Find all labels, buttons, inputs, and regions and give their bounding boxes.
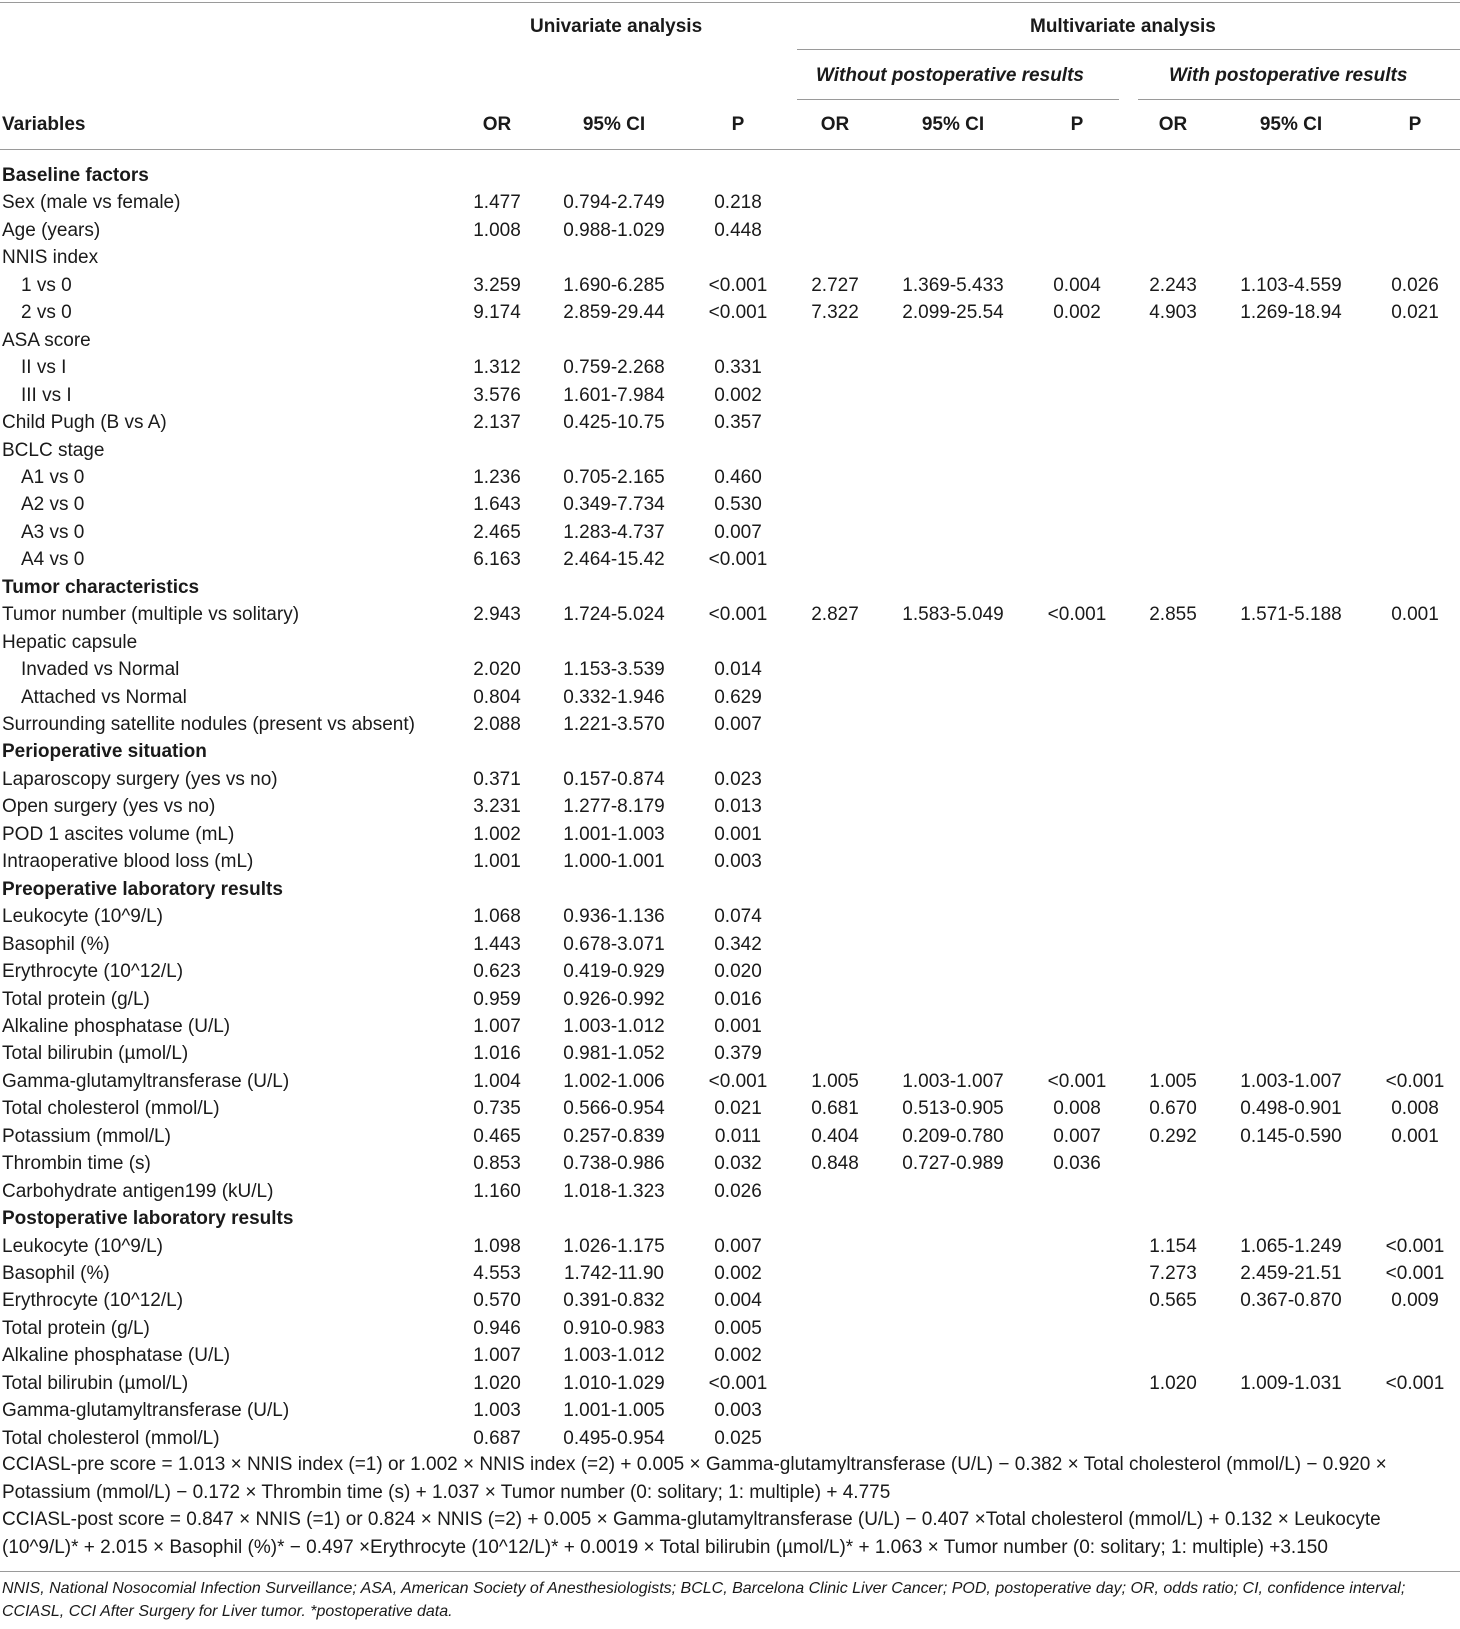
table-cell: 1.003-1.012 [563,1345,665,1367]
table-cell: 6.163 [473,549,521,571]
row-label: Invaded vs Normal [21,659,180,681]
table-cell: 1.065-1.249 [1240,1235,1342,1257]
table-cell: 0.936-1.136 [563,906,665,928]
table-cell: 1.003-1.007 [902,1070,1004,1092]
table-cell: 0.727-0.989 [902,1153,1004,1175]
table-cell: 0.157-0.874 [563,768,665,790]
table-cell: 1.160 [473,1180,521,1202]
table-cell: 0.687 [473,1427,521,1449]
section-label: Tumor characteristics [2,576,200,598]
column-header-8: P [1408,114,1422,135]
table-cell: 1.016 [473,1043,521,1065]
table-cell: 1.002-1.006 [563,1070,665,1092]
table-cell: 0.007 [1053,1125,1101,1147]
table-cell: 0.853 [473,1153,521,1175]
row-label: Laparoscopy surgery (yes vs no) [2,768,278,790]
table-cell: 0.681 [811,1098,859,1120]
row-label: Gamma-glutamyltransferase (U/L) [2,1400,290,1422]
row-label: Gamma-glutamyltransferase (U/L) [2,1070,290,1092]
table-cell: 1.221-3.570 [563,714,665,735]
table-cell: <0.001 [1385,1070,1445,1092]
column-header-6: OR [1158,114,1188,135]
row-label: Total cholesterol (mmol/L) [2,1427,220,1449]
row-label: Sex (male vs female) [2,192,181,214]
with-post-rule [1138,99,1460,100]
table-cell: 1.269-18.94 [1240,302,1342,324]
table-cell: 0.465 [473,1125,521,1147]
table-cell: 0.349-7.734 [563,494,665,516]
table-cell: 0.209-0.780 [902,1125,1004,1147]
table-cell: <0.001 [708,274,768,296]
with-postoperative-header: With postoperative results [1169,65,1408,86]
table-cell: 1.001-1.005 [563,1400,665,1422]
table-cell: 0.002 [714,384,762,406]
table-cell: 1.690-6.285 [563,274,665,296]
table-cell: 0.032 [714,1153,762,1175]
row-label: BCLC stage [2,439,105,461]
row-label: A4 vs 0 [21,549,85,571]
section-label: Perioperative situation [2,741,207,763]
row-label: Total protein (g/L) [2,1317,150,1339]
row-label: Age (years) [2,219,101,241]
table-cell: 0.016 [714,988,762,1010]
without-postoperative-header: Without postoperative results [816,65,1084,86]
row-label: Leukocyte (10^9/L) [2,906,164,928]
table-cell: 2.137 [473,412,521,434]
table-cell: 4.903 [1149,302,1197,324]
table-cell: 1.601-7.984 [563,384,665,406]
row-label: Attached vs Normal [21,686,187,708]
table-cell: 0.002 [714,1345,762,1367]
table-cell: 1.020 [473,1372,521,1394]
table-cell: 1.477 [473,192,521,214]
row-label: Hepatic capsule [2,631,138,653]
table-cell: 0.371 [473,768,521,790]
table-cell: 2.855 [1149,604,1197,626]
row-label: Thrombin time (s) [2,1153,151,1175]
table-cell: 1.571-5.188 [1240,604,1342,626]
table-cell: 1.008 [473,219,521,241]
row-label: Total bilirubin (µmol/L) [2,1043,189,1065]
row-label: A2 vs 0 [21,494,85,516]
univariate-header: Univariate analysis [530,16,703,37]
table-cell: 0.678-3.071 [563,933,665,955]
table-cell: 0.460 [714,466,762,488]
row-label: ASA score [2,329,91,351]
table-cell: 0.419-0.929 [563,961,665,983]
table-cell: 0.794-2.749 [563,192,665,214]
table-cell: 1.583-5.049 [902,604,1004,626]
column-header-1: 95% CI [582,114,646,135]
table-cell: 0.848 [811,1153,859,1175]
table-cell: 0.008 [1053,1098,1101,1120]
table-cell: 0.448 [714,219,762,241]
table-cell: <0.001 [1047,604,1107,626]
table-cell: 0.959 [473,988,521,1010]
row-label: Surrounding satellite nodules (present vs absent) [2,714,415,735]
table-cell: 0.009 [1391,1290,1439,1312]
column-header-0: OR [482,114,512,135]
table-cell: 0.379 [714,1043,762,1065]
table-cell: 1.007 [473,1015,521,1037]
table-cell: 0.023 [714,768,762,790]
table-cell: 1.001-1.003 [563,823,665,845]
table-cell: 0.926-0.992 [563,988,665,1010]
table-cell: 0.629 [714,686,762,708]
row-label: Total bilirubin (µmol/L) [2,1372,189,1394]
table-footnote: NNIS, National Nosocomial Infection Surveillance; ASA, American Society of Anesthesiologists; BCLC, Barcelona Clinic Liver Cancer; POD, postoperative day; OR, odds ratio; CI, confidence interval; CCIASL, CCI After Surgery for Liver tumor. *postoperative data. [2,1580,1406,1620]
table-cell: 0.988-1.029 [563,219,665,241]
table-cell: 1.009-1.031 [1240,1372,1342,1394]
header-rule [0,149,1460,150]
table-cell: 2.727 [811,274,859,296]
row-label: III vs I [21,384,72,406]
table-cell: 0.020 [714,961,762,983]
row-label: NNIS index [2,247,99,269]
table-cell: 0.218 [714,192,762,214]
table-cell: 1.742-11.90 [563,1263,664,1284]
row-label: Basophil (%) [2,1263,110,1284]
table-cell: 7.273 [1149,1263,1197,1284]
section-label: Preoperative laboratory results [2,878,283,900]
table-cell: 0.025 [714,1427,762,1449]
table-cell: 1.724-5.024 [563,604,665,626]
table-cell: 1.001 [473,851,521,873]
table-cell: 9.174 [473,302,521,324]
row-label: Erythrocyte (10^12/L) [2,961,184,983]
table-cell: 0.021 [714,1098,762,1120]
table-cell: 2.827 [811,604,859,626]
table-cell: 0.007 [714,714,762,735]
table-cell: <0.001 [1385,1263,1445,1284]
table-cell: 0.145-0.590 [1240,1125,1342,1147]
table-cell: 1.098 [473,1235,521,1257]
table-cell: 0.001 [714,823,762,845]
table-cell: 0.804 [473,686,521,708]
table-cell: <0.001 [708,302,768,324]
column-header-2: P [731,114,745,135]
row-label: Alkaline phosphatase (U/L) [2,1345,231,1367]
table-cell: 1.236 [473,466,521,488]
table-cell: 1.369-5.433 [902,274,1004,296]
row-label: Alkaline phosphatase (U/L) [2,1015,231,1037]
table-cell: 1.154 [1149,1235,1197,1257]
column-header-4: 95% CI [921,114,985,135]
table-cell: 0.357 [714,412,762,434]
table-cell: 0.530 [714,494,762,516]
row-label: II vs I [21,357,67,379]
table-cell: 0.391-0.832 [563,1290,665,1312]
table-cell: 1.443 [473,933,521,955]
table-cell: 0.566-0.954 [563,1098,665,1120]
table-cell: 3.259 [473,274,521,296]
table-cell: 0.513-0.905 [902,1098,1004,1120]
table-cell: <0.001 [1385,1235,1445,1257]
table-cell: 0.498-0.901 [1240,1098,1342,1120]
table-cell: 2.243 [1149,274,1197,296]
row-label: Potassium (mmol/L) [2,1125,171,1147]
table-cell: 1.018-1.323 [563,1180,665,1202]
row-label: Total protein (g/L) [2,988,150,1010]
table-cell: 0.008 [1391,1098,1439,1120]
section-label: Postoperative laboratory results [2,1208,294,1230]
top-rule [0,2,1460,3]
multivariate-header: Multivariate analysis [1030,16,1216,37]
table-cell: 2.464-15.42 [563,549,665,571]
table-cell: 0.003 [714,1400,762,1422]
table-cell: 0.495-0.954 [563,1427,665,1449]
table-cell: 0.257-0.839 [563,1125,665,1147]
table-cell: 1.026-1.175 [563,1235,665,1257]
table-cell: 3.576 [473,384,521,406]
table-cell: <0.001 [708,1372,768,1394]
table-cell: 2.943 [473,604,521,626]
section-label: Baseline factors [2,165,149,186]
table-cell: 2.859-29.44 [563,302,665,324]
table-cell: 1.068 [473,906,521,928]
table-cell: 0.342 [714,933,762,955]
table-cell: 0.367-0.870 [1240,1290,1342,1312]
table-cell: 1.005 [811,1070,859,1092]
variables-header: Variables [2,114,86,135]
table-cell: 2.020 [473,659,521,681]
row-label: POD 1 ascites volume (mL) [2,823,235,845]
table-cell: 0.332-1.946 [563,686,665,708]
table-cell: 2.459-21.51 [1240,1263,1342,1284]
table-cell: 1.007 [473,1345,521,1367]
table-cell: <0.001 [1385,1372,1445,1394]
table-cell: 1.003-1.012 [563,1015,665,1037]
table-cell: 1.003 [473,1400,521,1422]
ccasl-post-formula: CCIASL-post score = 0.847 × NNIS (=1) or 0.824 × NNIS (=2) + 0.005 × Gamma-glutamyltransferase (U/L) − 0.407 ×Total cholesterol (mmol/L) + 0.132 × Leukocyte (10^9/L)* + 2.015 × Basophil (%)* − 0.497 ×Erythrocyte (10^12/L)* + 0.0019 × Total bilirubin (µmol/L)* + 1.063 × Tumor number (0: solitary; 1: multiple) +3.150 [2,1509,1381,1558]
table-cell: 1.003-1.007 [1240,1070,1342,1092]
table-cell: 0.011 [714,1125,762,1147]
row-label: Child Pugh (B vs A) [2,412,167,434]
column-header-3: OR [820,114,850,135]
table-cell: 0.001 [1391,604,1439,626]
table-cell: 0.705-2.165 [563,466,665,488]
table-cell: 2.465 [473,521,521,543]
table-cell: <0.001 [708,604,768,626]
bottom-rule [0,1571,1460,1572]
row-label: Leukocyte (10^9/L) [2,1235,164,1257]
table-cell: <0.001 [1047,1070,1107,1092]
table-cell: 0.565 [1149,1290,1197,1312]
table-cell: 0.004 [714,1290,762,1312]
table-cell: 0.007 [714,521,762,543]
table-cell: 0.001 [1391,1125,1439,1147]
table-cell: 0.036 [1053,1153,1101,1175]
row-label: Basophil (%) [2,933,110,955]
table-cell: 0.738-0.986 [563,1153,665,1175]
table-cell: <0.001 [708,549,768,571]
table-cell: 0.005 [714,1317,762,1339]
table-cell: 0.026 [714,1180,762,1202]
table-cell: 4.553 [473,1263,521,1284]
table-cell: 0.946 [473,1317,521,1339]
row-label: Erythrocyte (10^12/L) [2,1290,184,1312]
column-header-7: 95% CI [1259,114,1323,135]
table-cell: 0.292 [1149,1125,1197,1147]
row-label: Intraoperative blood loss (mL) [2,851,254,873]
row-label: Carbohydrate antigen199 (kU/L) [2,1180,274,1202]
table-cell: 0.331 [714,357,762,379]
table-cell: 1.153-3.539 [563,659,665,681]
table-cell: 1.004 [473,1070,521,1092]
table-cell: 1.103-4.559 [1240,274,1342,296]
table-cell: 0.910-0.983 [563,1317,665,1339]
table-cell: 7.322 [811,302,859,324]
row-label: 1 vs 0 [21,274,72,296]
table-cell: 0.007 [714,1235,762,1257]
table-cell: 1.283-4.737 [563,521,665,543]
table-cell: 0.759-2.268 [563,357,665,379]
multivariate-rule [797,49,1460,50]
table-cell: 0.003 [714,851,762,873]
table-cell: 0.623 [473,961,521,983]
table-cell: 1.005 [1149,1070,1197,1092]
column-header-5: P [1070,114,1084,135]
table-cell: 0.013 [714,796,762,818]
row-label: Open surgery (yes vs no) [2,796,216,818]
table-cell: 2.099-25.54 [902,302,1004,324]
table-cell: 0.074 [714,906,762,928]
table-cell: <0.001 [708,1070,768,1092]
table-cell: 0.021 [1391,302,1439,324]
row-label: Tumor number (multiple vs solitary) [2,604,300,626]
table-cell: 1.277-8.179 [563,796,665,818]
table-cell: 0.004 [1053,274,1101,296]
table-cell: 3.231 [473,796,521,818]
table-cell: 0.014 [714,659,762,681]
table-cell: 1.643 [473,494,521,516]
table-cell: 1.312 [473,357,521,379]
row-label: Total cholesterol (mmol/L) [2,1098,220,1120]
table-cell: 2.088 [473,714,521,735]
row-label: 2 vs 0 [21,302,72,324]
row-label: A1 vs 0 [21,466,85,488]
table-cell: 0.001 [714,1015,762,1037]
table-cell: 0.735 [473,1098,521,1120]
table-cell: 1.010-1.029 [563,1372,665,1394]
ccasl-pre-formula: CCIASL-pre score = 1.013 × NNIS index (=1) or 1.002 × NNIS index (=2) + 0.005 × Gamma-glutamyltransferase (U/L) − 0.382 × Total cholesterol (mmol/L) − 0.920 × Potassium (mmol/L) − 0.172 × Thrombin time (s) + 1.037 × Tumor number (0: solitary; 1: multiple) + 4.775 [2,1454,1387,1503]
table-cell: 1.020 [1149,1372,1197,1394]
table-cell: 1.002 [473,823,521,845]
table-cell: 0.981-1.052 [563,1043,665,1065]
table-cell: 0.002 [1053,302,1101,324]
table-cell: 0.425-10.75 [563,412,665,434]
table-cell: 0.002 [714,1263,762,1284]
row-label: A3 vs 0 [21,521,85,543]
without-post-rule [797,99,1119,100]
table-cell: 0.570 [473,1290,521,1312]
table-cell: 0.026 [1391,274,1439,296]
table-cell: 0.670 [1149,1098,1197,1120]
table-cell: 1.000-1.001 [563,851,665,873]
table-cell: 0.404 [811,1125,859,1147]
